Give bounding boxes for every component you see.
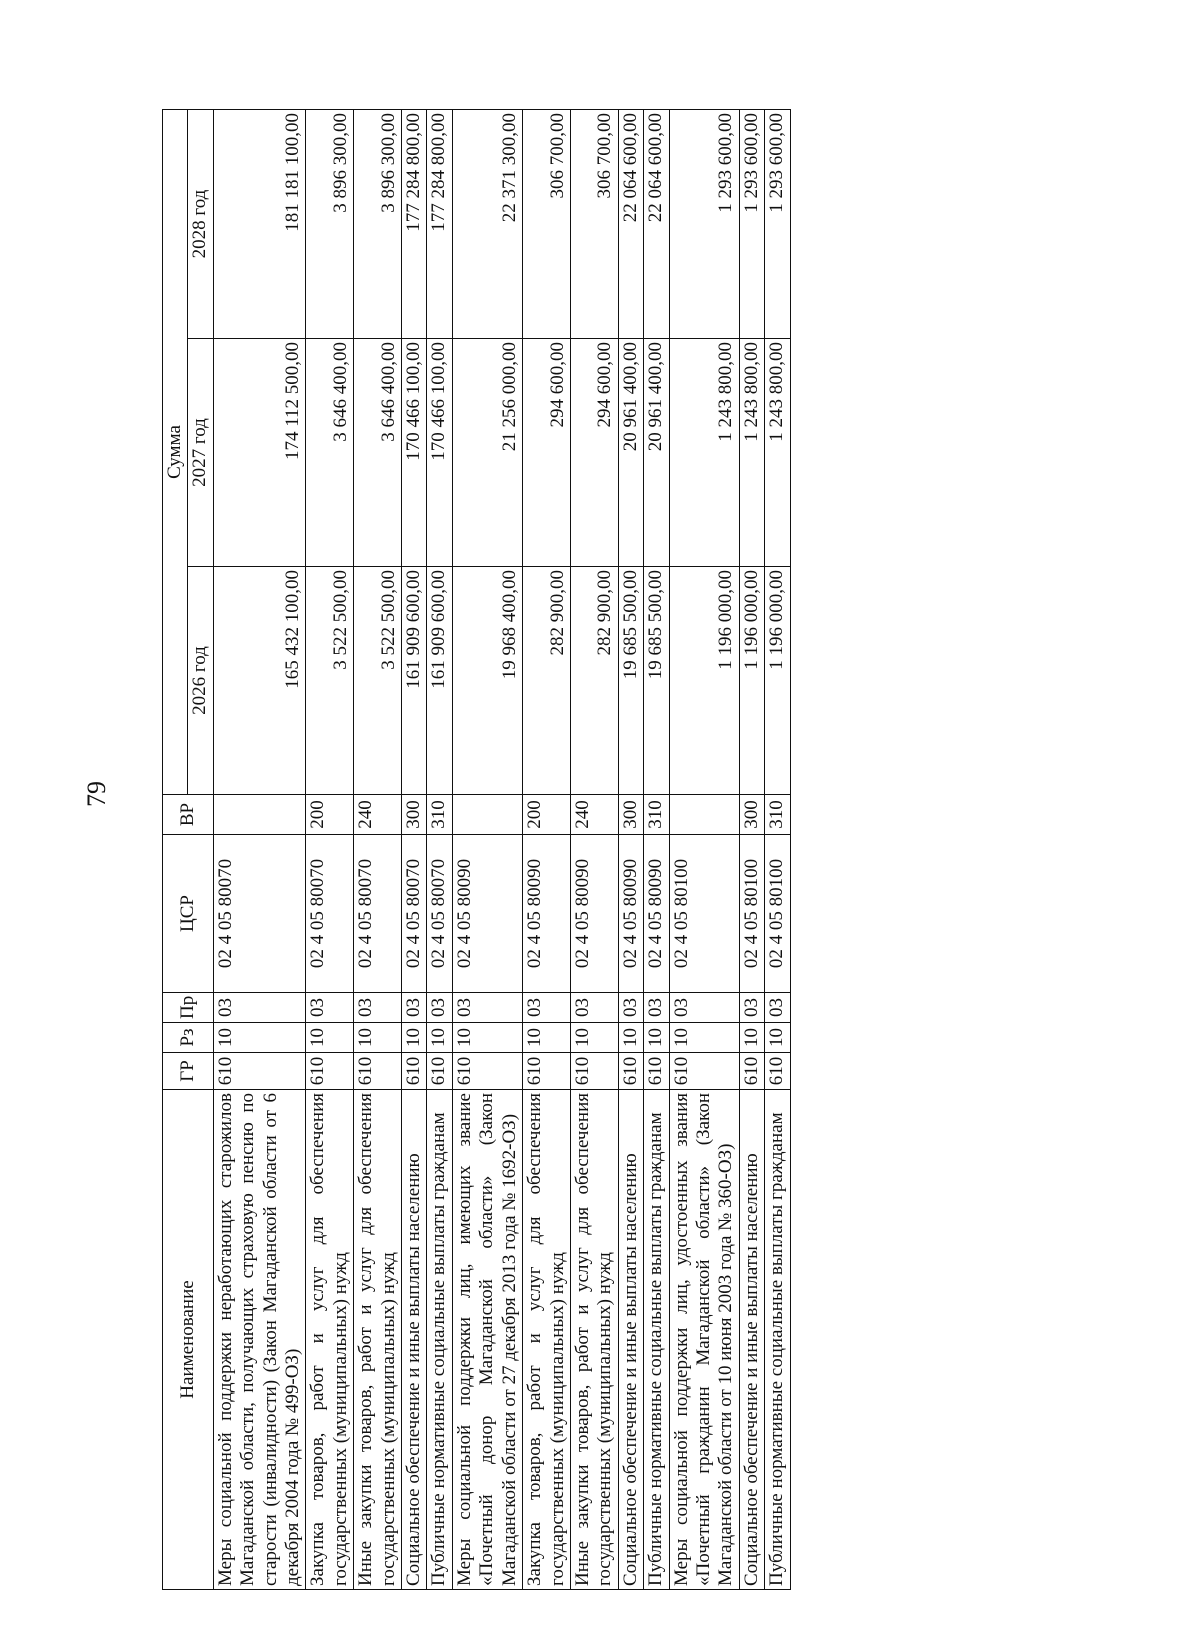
row-name: Публичные нормативные социальные выплаты гражданам	[644, 1090, 669, 1590]
row-2026: 1 196 000,00	[765, 567, 790, 795]
row-gr: 610	[306, 1053, 354, 1090]
row-2027: 1 243 800,00	[669, 339, 739, 567]
row-vr	[213, 795, 306, 835]
row-csr: 02 4 05 80070	[427, 835, 452, 993]
row-rz: 10	[644, 1023, 669, 1053]
row-name: Иные закупки товаров, работ и услуг для обеспечения государственных (муниципальных) нужд	[354, 1090, 402, 1590]
row-vr: 200	[523, 795, 571, 835]
row-vr: 310	[644, 795, 669, 835]
row-name: Публичные нормативные социальные выплаты гражданам	[427, 1090, 452, 1590]
row-gr: 610	[213, 1053, 306, 1090]
row-gr: 610	[523, 1053, 571, 1090]
row-2027: 174 112 500,00	[213, 339, 306, 567]
row-2028: 1 293 600,00	[765, 109, 790, 338]
row-2028: 22 371 300,00	[452, 109, 522, 338]
row-2028: 177 284 800,00	[402, 109, 427, 338]
row-rz: 10	[669, 1023, 739, 1053]
table-row	[427, 109, 452, 1589]
row-2027: 20 961 400,00	[618, 339, 643, 567]
row-2028: 181 181 100,00	[213, 109, 306, 338]
row-vr: 300	[739, 795, 764, 835]
row-vr: 240	[354, 795, 402, 835]
row-2028: 306 700,00	[523, 109, 571, 338]
row-rz: 10	[306, 1023, 354, 1053]
row-name: Социальное обеспечение и иные выплаты населению	[618, 1090, 643, 1590]
table-row	[644, 109, 669, 1589]
row-csr: 02 4 05 80100	[765, 835, 790, 993]
row-2026: 19 685 500,00	[644, 567, 669, 795]
row-2026: 19 685 500,00	[618, 567, 643, 795]
row-gr: 610	[644, 1053, 669, 1090]
table-row	[570, 109, 618, 1589]
row-vr: 310	[765, 795, 790, 835]
table-row	[669, 109, 739, 1589]
row-gr: 610	[739, 1053, 764, 1090]
row-2027: 294 600,00	[570, 339, 618, 567]
row-csr: 02 4 05 80100	[739, 835, 764, 993]
row-2027: 1 243 800,00	[765, 339, 790, 567]
row-gr: 610	[765, 1053, 790, 1090]
row-rz: 10	[618, 1023, 643, 1053]
header-csr: ЦСР	[163, 835, 214, 993]
row-csr: 02 4 05 80100	[669, 835, 739, 993]
row-2026: 1 196 000,00	[669, 567, 739, 795]
row-pr: 03	[739, 993, 764, 1023]
row-vr	[452, 795, 522, 835]
header-name: Наименование	[163, 1090, 214, 1590]
page-number: 79	[82, 781, 111, 807]
row-vr	[669, 795, 739, 835]
row-2028: 1 293 600,00	[669, 109, 739, 338]
row-rz: 10	[427, 1023, 452, 1053]
header-rz: Рз	[163, 1023, 214, 1053]
row-pr: 03	[570, 993, 618, 1023]
row-name: Социальное обеспечение и иные выплаты населению	[402, 1090, 427, 1590]
header-vr: ВР	[163, 795, 214, 835]
table-row	[402, 109, 427, 1589]
row-pr: 03	[669, 993, 739, 1023]
row-name: Социальное обеспечение и иные выплаты населению	[739, 1090, 764, 1590]
row-rz: 10	[739, 1023, 764, 1053]
row-name: Закупка товаров, работ и услуг для обеспечения государственных (муниципальных) нужд	[523, 1090, 571, 1590]
row-2027: 294 600,00	[523, 339, 571, 567]
row-rz: 10	[452, 1023, 522, 1053]
header-sum: Сумма	[163, 109, 188, 794]
row-2027: 170 466 100,00	[427, 339, 452, 567]
row-2028: 306 700,00	[570, 109, 618, 338]
row-2026: 161 909 600,00	[427, 567, 452, 795]
row-csr: 02 4 05 80090	[452, 835, 522, 993]
row-2026: 19 968 400,00	[452, 567, 522, 795]
table-row	[739, 109, 764, 1589]
row-pr: 03	[644, 993, 669, 1023]
row-name: Публичные нормативные социальные выплаты гражданам	[765, 1090, 790, 1590]
row-2028: 3 896 300,00	[306, 109, 354, 338]
row-csr: 02 4 05 80090	[570, 835, 618, 993]
table-row	[354, 109, 402, 1589]
row-vr: 310	[427, 795, 452, 835]
row-2028: 3 896 300,00	[354, 109, 402, 338]
row-csr: 02 4 05 80090	[523, 835, 571, 993]
row-2027: 1 243 800,00	[739, 339, 764, 567]
row-2026: 161 909 600,00	[402, 567, 427, 795]
row-2027: 170 466 100,00	[402, 339, 427, 567]
row-csr: 02 4 05 80070	[402, 835, 427, 993]
row-2026: 282 900,00	[523, 567, 571, 795]
row-csr: 02 4 05 80090	[618, 835, 643, 993]
row-2028: 22 064 600,00	[618, 109, 643, 338]
row-csr: 02 4 05 80070	[306, 835, 354, 993]
row-vr: 300	[618, 795, 643, 835]
rotated-table-area	[162, 110, 1062, 1590]
row-2027: 3 646 400,00	[306, 339, 354, 567]
header-pr: Пр	[163, 993, 214, 1023]
row-rz: 10	[213, 1023, 306, 1053]
row-gr: 610	[402, 1053, 427, 1090]
row-rz: 10	[765, 1023, 790, 1053]
row-gr: 610	[570, 1053, 618, 1090]
header-2026: 2026 год	[188, 567, 213, 795]
row-csr: 02 4 05 80090	[644, 835, 669, 993]
table-row	[618, 109, 643, 1589]
row-2028: 22 064 600,00	[644, 109, 669, 338]
table-row	[765, 109, 790, 1589]
table-row	[452, 109, 522, 1589]
budget-table	[162, 109, 791, 1590]
row-pr: 03	[523, 993, 571, 1023]
row-gr: 610	[354, 1053, 402, 1090]
row-pr: 03	[427, 993, 452, 1023]
row-vr: 300	[402, 795, 427, 835]
row-pr: 03	[213, 993, 306, 1023]
row-gr: 610	[669, 1053, 739, 1090]
header-gr: ГР	[163, 1053, 214, 1090]
row-name: Меры социальной поддержки лиц, имеющих звание «Почетный донор Магаданской области» (Закон Магаданской области от 27 декабря 2013 года № 1692-ОЗ)	[452, 1090, 522, 1590]
row-gr: 610	[427, 1053, 452, 1090]
table-row	[306, 109, 354, 1589]
row-2027: 3 646 400,00	[354, 339, 402, 567]
row-name: Меры социальной поддержки лиц, удостоенных звания «Почетный гражданин Магаданской области» (Закон Магаданской области от 10 июня 2003 года № 360-ОЗ)	[669, 1090, 739, 1590]
row-pr: 03	[306, 993, 354, 1023]
row-2026: 3 522 500,00	[306, 567, 354, 795]
row-name: Иные закупки товаров, работ и услуг для обеспечения государственных (муниципальных) нужд	[570, 1090, 618, 1590]
row-2028: 1 293 600,00	[739, 109, 764, 338]
row-2026: 1 196 000,00	[739, 567, 764, 795]
header-2027: 2027 год	[188, 339, 213, 567]
row-csr: 02 4 05 80070	[213, 835, 306, 993]
table-row	[213, 109, 306, 1589]
header-2028: 2028 год	[188, 109, 213, 338]
row-vr: 240	[570, 795, 618, 835]
row-rz: 10	[402, 1023, 427, 1053]
row-2026: 3 522 500,00	[354, 567, 402, 795]
row-csr: 02 4 05 80070	[354, 835, 402, 993]
row-pr: 03	[402, 993, 427, 1023]
row-gr: 610	[452, 1053, 522, 1090]
row-pr: 03	[765, 993, 790, 1023]
row-2027: 20 961 400,00	[644, 339, 669, 567]
row-2028: 177 284 800,00	[427, 109, 452, 338]
row-name: Закупка товаров, работ и услуг для обеспечения государственных (муниципальных) нужд	[306, 1090, 354, 1590]
row-rz: 10	[570, 1023, 618, 1053]
row-pr: 03	[452, 993, 522, 1023]
table-row	[523, 109, 571, 1589]
row-gr: 610	[618, 1053, 643, 1090]
row-rz: 10	[354, 1023, 402, 1053]
row-vr: 200	[306, 795, 354, 835]
row-name: Меры социальной поддержки неработающих старожилов Магаданской области, получающих страховую пенсию по старости (инвалидности) (Закон Магаданской области от 6 декабря 2004 года № 499-ОЗ)	[213, 1090, 306, 1590]
row-rz: 10	[523, 1023, 571, 1053]
row-2026: 282 900,00	[570, 567, 618, 795]
row-2027: 21 256 000,00	[452, 339, 522, 567]
row-pr: 03	[618, 993, 643, 1023]
row-2026: 165 432 100,00	[213, 567, 306, 795]
row-pr: 03	[354, 993, 402, 1023]
